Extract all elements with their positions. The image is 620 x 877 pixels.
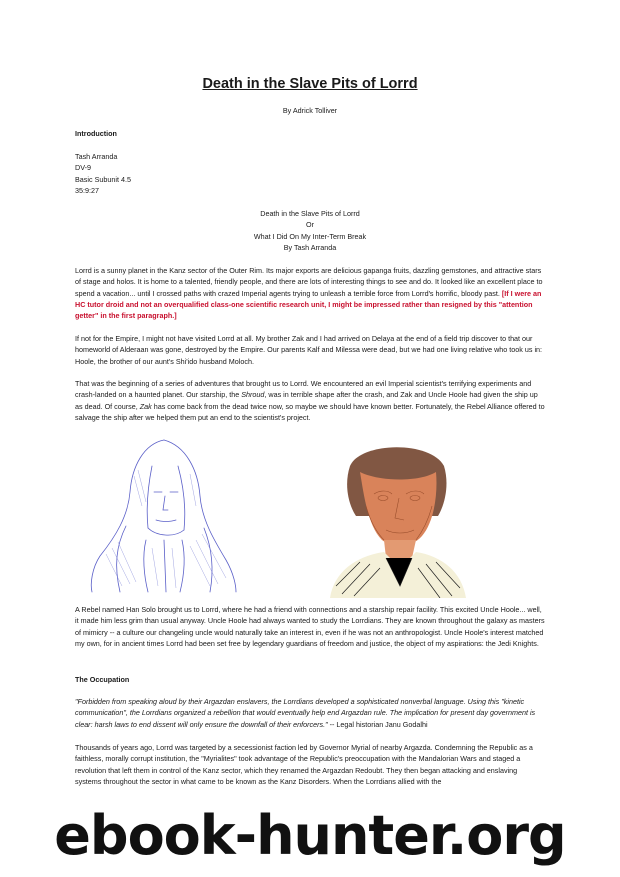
zak-emphasis: Zak [139, 401, 152, 411]
portrait-sketch [320, 436, 474, 598]
subtitle-line: By Tash Arranda [283, 242, 337, 252]
ship-name: Shroud [241, 390, 265, 400]
site-watermark: ebook-hunter.org [54, 804, 566, 867]
paragraph-2: If not for the Empire, I might not have visited Lorrd at all. My brother Zak and I had arrived on Delaya at the end of a field trip discover to that our homeworld of Alderaan was gone, destroyed by the Empire. Our parents Kalf and Milessa were dead, but we had one living relative who took us in: Hoole, the brother of our aunt's Shi'ido husband Moloch. [75, 334, 543, 366]
paragraph-5: Thousands of years ago, Lorrd was targeted by a secessionist faction led by Governor Myrial of nearby Argazda. Condemning the Republic as a faithless, morally corrupt institution, the "Myrialites" took advantage of the Republic's preoccupation with the Mandalorian Wars and staged a revolution that left them in control of the Kanz sector, which they renamed the Argazdan Redoubt. They then began attacking and enslaving systems throughout the sector in what came to be known as the Kanz Disorders. When the Lorrdians allied with the [75, 743, 533, 786]
meta-line: 35:9:27 [75, 185, 99, 195]
meta-line: Basic Subunit 4.5 [75, 174, 131, 184]
quote-text: "Forbidden from speaking aloud by their Argazdan enslavers, the Lorrdians developed a sophisticated nonverbal language. Using this "kinetic communication", the Lorrdians organized a rebellion that would eventually help end Argazdan rule. The implication for present day government is clear: harsh laws to end dissent will only ensure the downfall of their enforcers." [75, 697, 536, 729]
intro-heading: Introduction [75, 129, 117, 138]
tutor-droid-note: [If I were an HC tutor droid and not an overqualified class-one scientific research unit, I might be impressed rather than resigned by this "attention getter" in the first paragraph.] [75, 288, 542, 321]
meta-block [75, 151, 545, 196]
hooded-figure-sketch [86, 436, 242, 594]
meta-line: Tash Arranda [75, 152, 118, 161]
meta-line: DV-9 [75, 163, 91, 173]
subtitle-line: What I Did On My Inter-Term Break [253, 231, 367, 241]
subtitle-block [75, 208, 545, 253]
quote-attribution: -- Legal historian Janu Godalhi [327, 719, 428, 729]
paragraph-1 [75, 265, 545, 321]
paragraph-1-text: Lorrd is a sunny planet in the Kanz sector of the Outer Rim. Its major exports are delicious gapanga fruits, dazzling gemstones, and attractive stars of stage and holos. It is home to a talented, friendly people, and there are lots of interesting things to see and do. It looked like an excellent place to spend a vacation... until I crossed paths with crazed Imperial agents trying to unleash a terrible force from Lorrd's horrific, bloody past. [75, 266, 543, 298]
subtitle-line: Death in the Slave Pits of Lorrd [260, 209, 360, 218]
historian-quote [75, 696, 545, 730]
paragraph-3 [75, 378, 545, 423]
document-byline: By Adrick Tolliver [282, 106, 338, 115]
document-title: Death in the Slave Pits of Lorrd [202, 76, 418, 92]
paragraph-3-text: , was in terrible shape after the crash, and Zak and Uncle Hoole had given the ship up as dead. Of course, [75, 390, 538, 411]
occupation-heading: The Occupation [75, 675, 130, 684]
paragraph-3-text: has come back from the dead twice now, so maybe we should have known better. Fortunately, the Rebel Alliance offered to salvage the ship after we helped them put an end to the scientist's project. [75, 401, 545, 422]
paragraph-4: A Rebel named Han Solo brought us to Lorrd, where he had a friend with connections and a starship repair facility. This excited Uncle Hoole... well, it made him less grim than usual anyway. Uncle Hoole had always wanted to study the Lorrdians. They are known throughout the galaxy as masters of mimicry -- a culture our changeling uncle would naturally take an interest in, even if he was not an anthropologist. Uncle Hoole's interest matched my own, for in ancient times Lorrd had been set free by legendary guardians of freedom and justice, the object of my aspirations: the Jedi Knights. [75, 605, 545, 648]
paragraph-3-text: That was the beginning of a series of adventures that brought us to Lorrd. We encountered an evil Imperial scientist's terrifying experiments and crash-landed on a haunted planet. Our starship, the [75, 379, 532, 400]
subtitle-line: Or [306, 220, 314, 230]
